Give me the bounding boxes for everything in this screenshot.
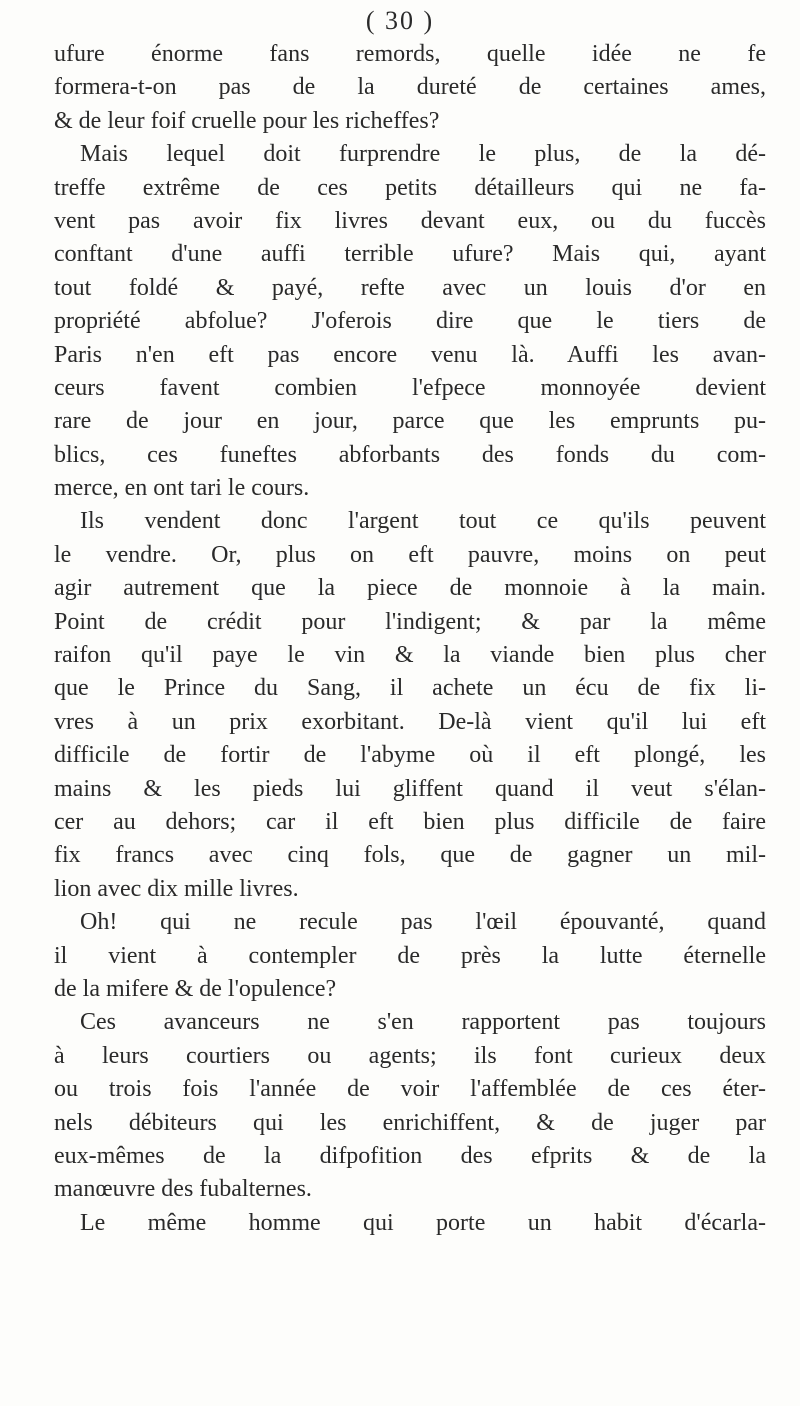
text-line: conftant d'une auffi terrible ufure? Mais qui, ayant	[54, 241, 766, 268]
text-line: Le même homme qui porte un habit d'écarla-	[80, 1209, 766, 1236]
text-line: Ces avanceurs ne s'en rapportent pas toujours	[80, 1009, 766, 1036]
text-line: treffe extrême de ces petits détailleurs qui ne fa-	[54, 174, 766, 201]
text-line: vres à un prix exorbitant. De-là vient qu'il lui eft	[54, 708, 766, 735]
text-line: le vendre. Or, plus on eft pauvre, moins on peut	[54, 541, 766, 568]
page-number: ( 30 )	[365, 6, 435, 35]
text-line: fix francs avec cinq fols, que de gagner un mil-	[54, 842, 766, 869]
text-line: propriété abfolue? J'oferois dire que le tiers de	[54, 308, 766, 335]
text-line: Point de crédit pour l'indigent; & par la même	[54, 608, 766, 635]
text-line: agir autrement que la piece de monnoie à la main.	[54, 575, 766, 602]
text-line: ceurs favent combien l'efpece monnoyée devient	[54, 374, 766, 401]
text-line: cer au dehors; car il eft bien plus difficile de faire	[54, 808, 766, 835]
text-line: que le Prince du Sang, il achete un écu de fix li-	[54, 675, 766, 702]
text-line: de la mifere & de l'opulence?	[54, 975, 337, 1002]
text-line: ufure énorme fans remords, quelle idée ne fe	[54, 41, 766, 67]
text-line: Paris n'en eft pas encore venu là. Auffi les avan-	[54, 341, 766, 368]
text-line: ou trois fois l'année de voir l'affemblée de ces éter-	[54, 1076, 766, 1103]
text-line: merce, en ont tari le cours.	[54, 475, 310, 502]
text-line: à leurs courtiers ou agents; ils font curieux deux	[54, 1042, 766, 1069]
text-line: eux-mêmes de la difpofition des efprits & de la	[54, 1142, 766, 1169]
text-line: difficile de fortir de l'abyme où il eft plongé, les	[54, 742, 766, 769]
text-line: il vient à contempler de près la lutte éternelle	[54, 942, 766, 969]
text-line: manœuvre des fubalternes.	[54, 1176, 312, 1203]
text-line: vent pas avoir fix livres devant eux, ou du fuccès	[54, 207, 766, 234]
text-line: raifon qu'il paye le vin & la viande bien plus cher	[54, 642, 766, 669]
text-line: Mais lequel doit furprendre le plus, de la dé-	[80, 141, 766, 168]
text-line: lion avec dix mille livres.	[54, 875, 299, 902]
text-line: mains & les pieds lui gliffent quand il veut s'élan-	[54, 775, 766, 802]
body-text	[54, 38, 766, 1240]
text-line: & de leur foif cruelle pour les richeffes?	[54, 107, 440, 134]
text-line: blics, ces funeftes abforbants des fonds du com-	[54, 441, 766, 468]
text-line: tout foldé & payé, refte avec un louis d'or en	[54, 274, 766, 301]
text-line: Ils vendent donc l'argent tout ce qu'ils peuvent	[80, 508, 766, 535]
text-line: formera-t-on pas de la dureté de certaines ames,	[54, 74, 766, 101]
text-line: nels débiteurs qui les enrichiffent, & de juger par	[54, 1109, 766, 1136]
text-line: Oh! qui ne recule pas l'œil épouvanté, quand	[80, 909, 766, 936]
text-line: rare de jour en jour, parce que les emprunts pu-	[54, 408, 766, 435]
